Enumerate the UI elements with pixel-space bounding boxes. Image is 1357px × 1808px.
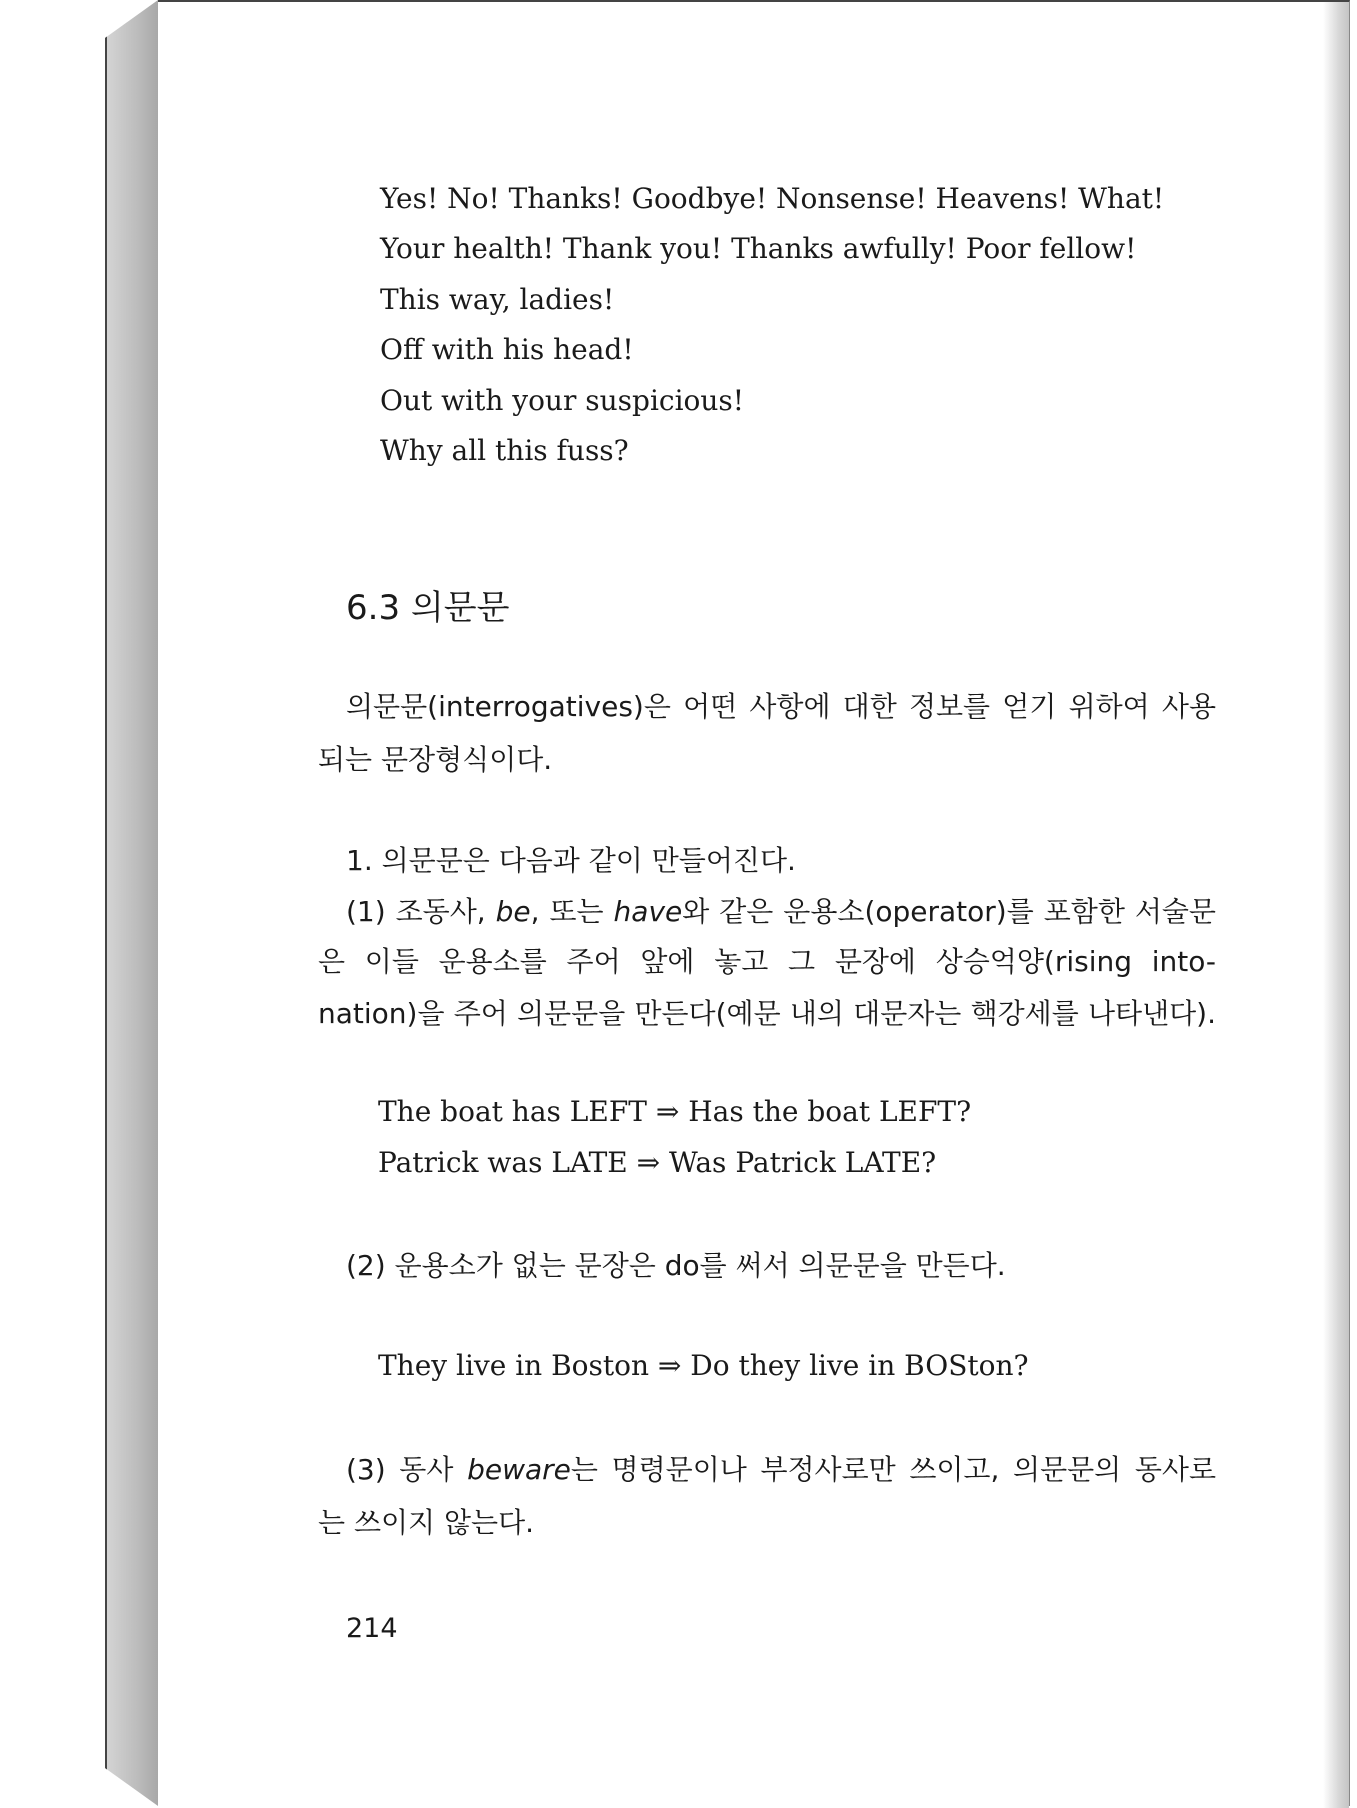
example1-line-2: Patrick was LATE ⇒ Was Patrick LATE? [378, 1146, 937, 1179]
sub1-text-b: , 또는 [530, 895, 614, 928]
exclamation-line-5: Out with your suspicious! [380, 384, 745, 417]
page-number: 214 [346, 1613, 398, 1644]
rule1-sub3-line2: 는 쓰이지 않는다. [318, 1506, 535, 1539]
exclamation-line-1: Yes! No! Thanks! Goodbye! Nonsense! Heavens! What! [380, 182, 1165, 215]
sub3-term-beware: beware [467, 1453, 571, 1486]
book-spine [105, 0, 160, 1806]
sub1-text-a: (1) 조동사, [346, 895, 496, 928]
exclamation-line-4: Off with his head! [380, 333, 634, 366]
rule1-sub1-line2: 은 이들 운용소를 주어 앞에 놓고 그 문장에 상승억양(rising into- [318, 945, 1216, 978]
book-page [158, 0, 1350, 1806]
sub1-term-have: have [613, 895, 683, 928]
section-heading: 6.3 의문문 [346, 588, 510, 628]
rule1-sub3-line1 [346, 1453, 1216, 1487]
exclamation-line-3: This way, ladies! [380, 283, 615, 316]
rule1-sub2: (2) 운용소가 없는 문장은 do를 써서 의문문을 만든다. [346, 1249, 1006, 1282]
sub3-text-a: (3) 동사 [346, 1453, 468, 1486]
page-edge-shadow [1323, 2, 1349, 1808]
rule1-sub1-line3: nation)을 주어 의문문을 만든다(예문 내의 대문자는 핵강세를 나타낸다). [318, 997, 1216, 1030]
example1-line-1: The boat has LEFT ⇒ Has the boat LEFT? [378, 1095, 972, 1128]
exclamation-line-2: Your health! Thank you! Thanks awfully! Poor fellow! [380, 232, 1137, 265]
sub1-text-c: 와 같은 운용소(operator)를 포함한 서술문 [682, 895, 1216, 928]
example2-line: They live in Boston ⇒ Do they live in BOSton? [378, 1349, 1029, 1382]
rule1-title: 1. 의문문은 다음과 같이 만들어진다. [346, 844, 796, 877]
exclamation-line-6: Why all this fuss? [380, 434, 629, 467]
sub1-term-be: be [495, 895, 531, 928]
rule1-sub1-line1 [346, 895, 1216, 929]
intro-line-1: 의문문(interrogatives)은 어떤 사항에 대한 정보를 얻기 위하여 사용 [346, 690, 1216, 723]
intro-line-2: 되는 문장형식이다. [318, 743, 553, 776]
sub3-text-b: 는 명령문이나 부정사로만 쓰이고, 의문문의 동사로 [570, 1453, 1216, 1486]
